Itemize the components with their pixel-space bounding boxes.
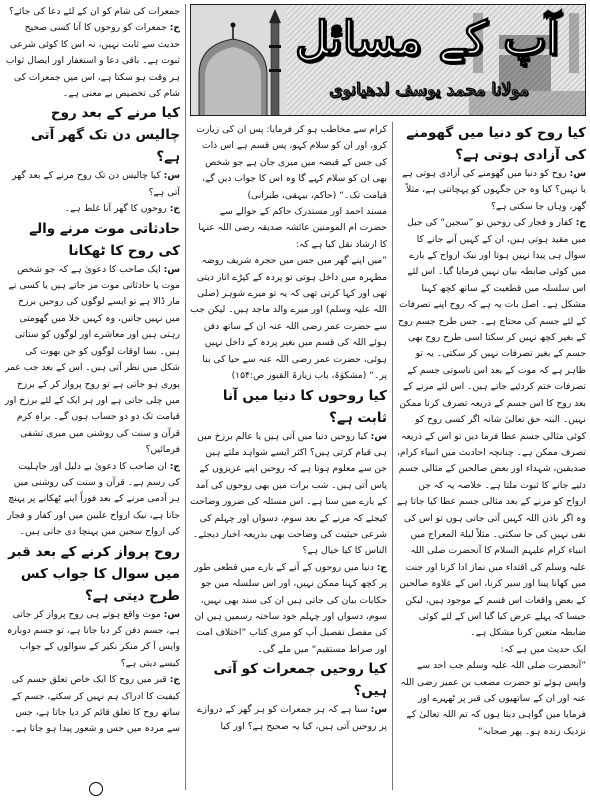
- body-paragraph: ایک حدیث میں ہے کہ:: [500, 643, 586, 655]
- answer-label: ج:: [575, 217, 586, 229]
- paragraph-text: سنا ہے کہ ہر جمعرات کو ہر گھر کے دروازے پر روحیں آتی ہیں، کیا یہ صحیح ہے؟ اور کیا: [197, 704, 387, 732]
- column-banner: [190, 4, 586, 116]
- column-left: [4, 4, 180, 790]
- column-divider: [185, 4, 186, 790]
- paragraph-text: روح کو دنیا میں گھومنے کی آزادی ہوتی ہے یا نہیں؟ کیا وہ جن جگہوں کو پہچانتی ہے، مثلاً گھر، وہاں جا سکتی ہے؟: [402, 168, 586, 212]
- question-paragraph: [4, 262, 180, 459]
- paragraph-text: دنیا میں روحوں کے آنے کے بارے میں قطعی طور پر کچھ کہنا ممکن نہیں، اور اس سلسلہ میں جو حکایات بیان کی جاتی ہیں ان کی سند بھی نہیں، سوم، دسواں اور چہلم خود ساختہ رسمیں ہیں ان کی مفصل تفصیل آپ کو میری کتاب ”اختلاف امت اور صراط مستقیم“ میں ملے گی۔: [194, 561, 387, 655]
- column-middle: [190, 122, 387, 790]
- body-paragraph: جمعرات کی شام کو ان کے لئے دعا کی جائے؟: [8, 6, 180, 17]
- question-label: س:: [569, 168, 586, 179]
- question-label: س:: [163, 170, 180, 182]
- paragraph-text: موت واقع ہوتے ہی روح پرواز کر جاتی ہے، جسم دفن کر دیا جاتا ہے، تو جسم دوبارہ واپس آ کر منکر نکیر کے سوالوں کے جواب کیسے دیتی ہے؟: [7, 608, 180, 669]
- paragraph-text: کفار و فجار کی روحیں تو ”سجین“ کی جیل میں مقید ہوتی ہیں، ان کے کہیں آنے جانے کا سوال ہی پیدا نہیں ہوتا اور نیک ارواح کے بارے میں کوئی ضابطہ بیان نہیں فرمایا گیا۔ اس لئے اس سلسلہ میں قطعیت کے ساتھ کچھ کہنا مشکل ہے۔ اصل بات یہ ہے کہ روح اپنے تصرفات کے لئے جسم کی محتاج ہے۔ جس طرح جسم روح کے بغیر کچھ نہیں کر سکتا اسی طرح روح بھی جسم کے بغیر تصرفات نہیں کر سکتی۔ یہ تو ظاہر ہے کہ موت کے بعد اس ناسوتی جسم کے تصرفات ختم کردئیے جاتے ہیں۔ اس لئے مرنے کے بعد روح کا اس جسم کے ذریعہ تصرف کرنا ممکن نہیں۔ البتہ حق تعالیٰ شانہ اگر کسی روح کو کوئی مثالی جسم عطا فرما دیں تو اس کے ذریعہ تصرف ممکن ہے۔ چنانچہ احادیث میں انبیاء کرام، صدیقین، شہداء اور بعض صالحین کے مثالی جسم دئیے جانے کا ثبوت ملتا ہے۔ خلاصہ یہ کہ جن ارواح کو مرنے کے بعد مثالی جسم عطا کیا جاتا ہے وہ اگر باذن اللہ کہیں آتی جاتی ہوں تو اس کی نفی نہیں کی جا سکتی۔ مثلاً لیلۃ المعراج میں انبیاء کرام علیہم السلام کا آنحضرت صلی اللہ علیہ وسلم کی اقتداء میں نماز ادا کرنا اور جنت میں کھانا پینا اور سیر کرنا، اس کے علاوہ صالحین کے بعض واقعات اس قسم کے موجود ہیں، لیکن جیسا کہ پہلے عرض کیا گیا اس کے لئے کوئی ضابطہ متعین کرنا مشکل ہے۔: [396, 217, 586, 639]
- body-paragraph: کرام سے مخاطب ہو کر فرمایا: پس ان کی زیارت کرو، اور ان کو سلام کہو، پس قسم ہے اس ذات کی جس کے قبضہ میں میری جان ہے جو شخص بھی ان کو سلام کہے گا وہ اس کا جواب دیں گے، قیامت تک۔“ (حاکم، بیہقی، طبرانی): [196, 124, 387, 201]
- question-paragraph: [396, 166, 586, 215]
- question-paragraph: [190, 429, 387, 544]
- answer-paragraph: [396, 215, 586, 642]
- answer-paragraph: [190, 560, 387, 658]
- paragraph-text: روحوں کا گھر آنا غلط ہے۔: [64, 203, 167, 215]
- question-paragraph: [4, 607, 180, 673]
- mosque-dome-art: [191, 5, 287, 116]
- answer-label: ج:: [169, 22, 180, 34]
- question-label: س:: [163, 263, 180, 275]
- paragraph-text: ان صاحب کا دعویٰ بے دلیل اور جاہلیت کی رسم ہے۔ قرآن و سنت کی روشنی میں ہر آدمی مرنے کے بعد فوراً اپنے ٹھکانے پر پہنچ جاتا ہے، نیک ارواح علیین میں اور کفار و فجار کی ارواح سجین میں پہنچا دی جاتی ہیں۔: [7, 460, 180, 538]
- answer-label: ج:: [169, 460, 180, 472]
- question-paragraph: [4, 168, 180, 201]
- body-paragraph: الناس کا کیا خیال ہے؟: [302, 545, 387, 557]
- paragraph-text: ایک صاحب کا دعویٰ ہے کہ جو شخص موت یا حادثاتی موت مر جاتے ہیں یا کسی نے مار ڈالا ہے تو ایسے لوگوں کی روحیں برزخ میں نہیں جاتیں، وہ کہیں خلا میں گھومتی رہتی ہیں اور معاشرے اور لوگوں کو ستاتی ہیں۔ بسا اوقات لوگوں کو جن بھوت کی شکل میں نظر آتی ہیں۔ اس کے بعد جب عمر پوری ہو جاتی ہے تو روح پرواز کر کے برزخ میں چلی جاتی ہے اور ہر ایک کے لئے برزخ اور قیامت تک دو دو حساب ہوں گے۔ براہِ کرم قرآن و سنت کی روشنی میں میری تشفی فرمائیں؟: [4, 263, 180, 456]
- paragraph-text: قبر میں روح کا ایک خاص تعلق جسم کی کیفیت کا ادراک ہم نہیں کر سکتے، جسم کے ساتھ روح کا تعلق قائم کر دیا جاتا ہے، جس سے مردہ میں حس و شعور پیدا ہو جاتا ہے۔: [10, 674, 180, 735]
- question-paragraph: [190, 702, 387, 735]
- answer-label: ج:: [376, 561, 387, 573]
- body-paragraph: ”میں اپنے گھر میں جس میں حجرہ شریف روضہ مطہرہ میں داخل ہوتی تو پردہ کے کپڑے اتار دیتی تھی اور کہا کرتی تھی کہ یہ تو میرے شوہر (صلی اللہ علیہ وسلم) اور میرے والد ماجد ہیں۔ لیکن جب سے حضرت عمر رضی اللہ عنہ ان کے ساتھ دفن ہوئے اللہ کی قسم میں بغیر پردہ کے داخل نہیں ہوئی، حضرت عمر رضی اللہ عنہ سے حیا کی بنا پر۔“ (مشکوٰۃ، باب زیارۃ القبور ص:۱۵۴): [190, 255, 387, 382]
- question-heading: روح پرواز کرنے کے بعد قبر میں سوال کا جواب کس طرح دیتی ہے؟: [8, 543, 180, 604]
- answer-paragraph: [4, 201, 180, 217]
- banner-author: مولانا محمد یوسف لدھیانوی: [329, 80, 529, 100]
- question-label: س:: [163, 608, 180, 620]
- question-label: س:: [370, 704, 387, 716]
- question-heading: حادثاتی موت مرنے والے کی روح کا ٹھکانا: [29, 220, 180, 259]
- question-heading: کیا روحیں جمعرات کو آتی ہیں؟: [213, 661, 387, 700]
- answer-paragraph: [4, 459, 180, 541]
- question-heading: کیا روحوں کا دنیا میں آنا ثابت ہے؟: [222, 387, 387, 426]
- answer-label: ج:: [169, 674, 180, 686]
- question-label: س:: [370, 430, 387, 442]
- answer-label: ج:: [169, 203, 180, 215]
- paragraph-text: جمعرات کو روحوں کا آنا کسی صحیح حدیث سے ثابت نہیں، نہ اس کا کوئی شرعی ثبوت ہے۔ باقی دعا و استغفار اور ایصال ثواب ہر وقت ہو سکتا ہے، اس میں جمعرات کی شام کی تخصیص بے معنی ہے۔: [5, 22, 180, 100]
- question-heading: کیا روح کو دنیا میں گھومنے کی آزادی ہوتی ہے؟: [406, 125, 586, 163]
- banner-title: آپ کے مسائل: [294, 11, 560, 65]
- paragraph-text: کیا چالیس دن تک روح مرنے کے بعد گھر آتی ہے؟: [12, 170, 180, 198]
- body-paragraph: ”آنحضرت صلی اللہ علیہ وسلم جب احد سے واپس ہوئے تو حضرت مصعب بن عمیر رضی اللہ عنہ اور ان کے ساتھیوں کی قبر پر ٹھہرے اور فرمایا میں گواہی دیتا ہوں کہ تم اللہ تعالیٰ کے نزدیک زندہ ہو۔ پھر صحابہ“: [400, 660, 586, 737]
- question-heading: کیا مرنے کے بعد روح چالیس دن تک گھر آتی ہے؟: [30, 105, 180, 166]
- body-paragraph: مسند احمد اور مستدرک حاکم کے حوالے سے حضرت ام المومنین عائشہ صدیقہ رضی اللہ عنہا کا ارشاد نقل کیا ہے کہ:: [198, 206, 387, 250]
- column-divider: [392, 122, 393, 790]
- column-right: [396, 122, 586, 790]
- paragraph-text: کیا روحیں دنیا میں آتی ہیں یا عالم برزخ میں ہی قیام کرتی ہیں؟ اکثر ایسے شواہد ملتے ہیں جن سے معلوم ہوتا ہے کہ روحیں اپنے عزیزوں کے پاس آتی ہیں۔ شب برات میں بھی روحوں کی آمد کے بارے میں سنا ہے۔ اس مسئلہ کی ضرور وضاحت کیجئے کہ مرنے کے بعد سوم، دسواں اور چہلم کی شرعی حیثیت کی وضاحت بھی بذریعہ اخبار دیجئے۔: [190, 430, 387, 540]
- page-number-circle: [89, 782, 103, 796]
- answer-paragraph: [4, 20, 180, 102]
- answer-paragraph: [4, 672, 180, 738]
